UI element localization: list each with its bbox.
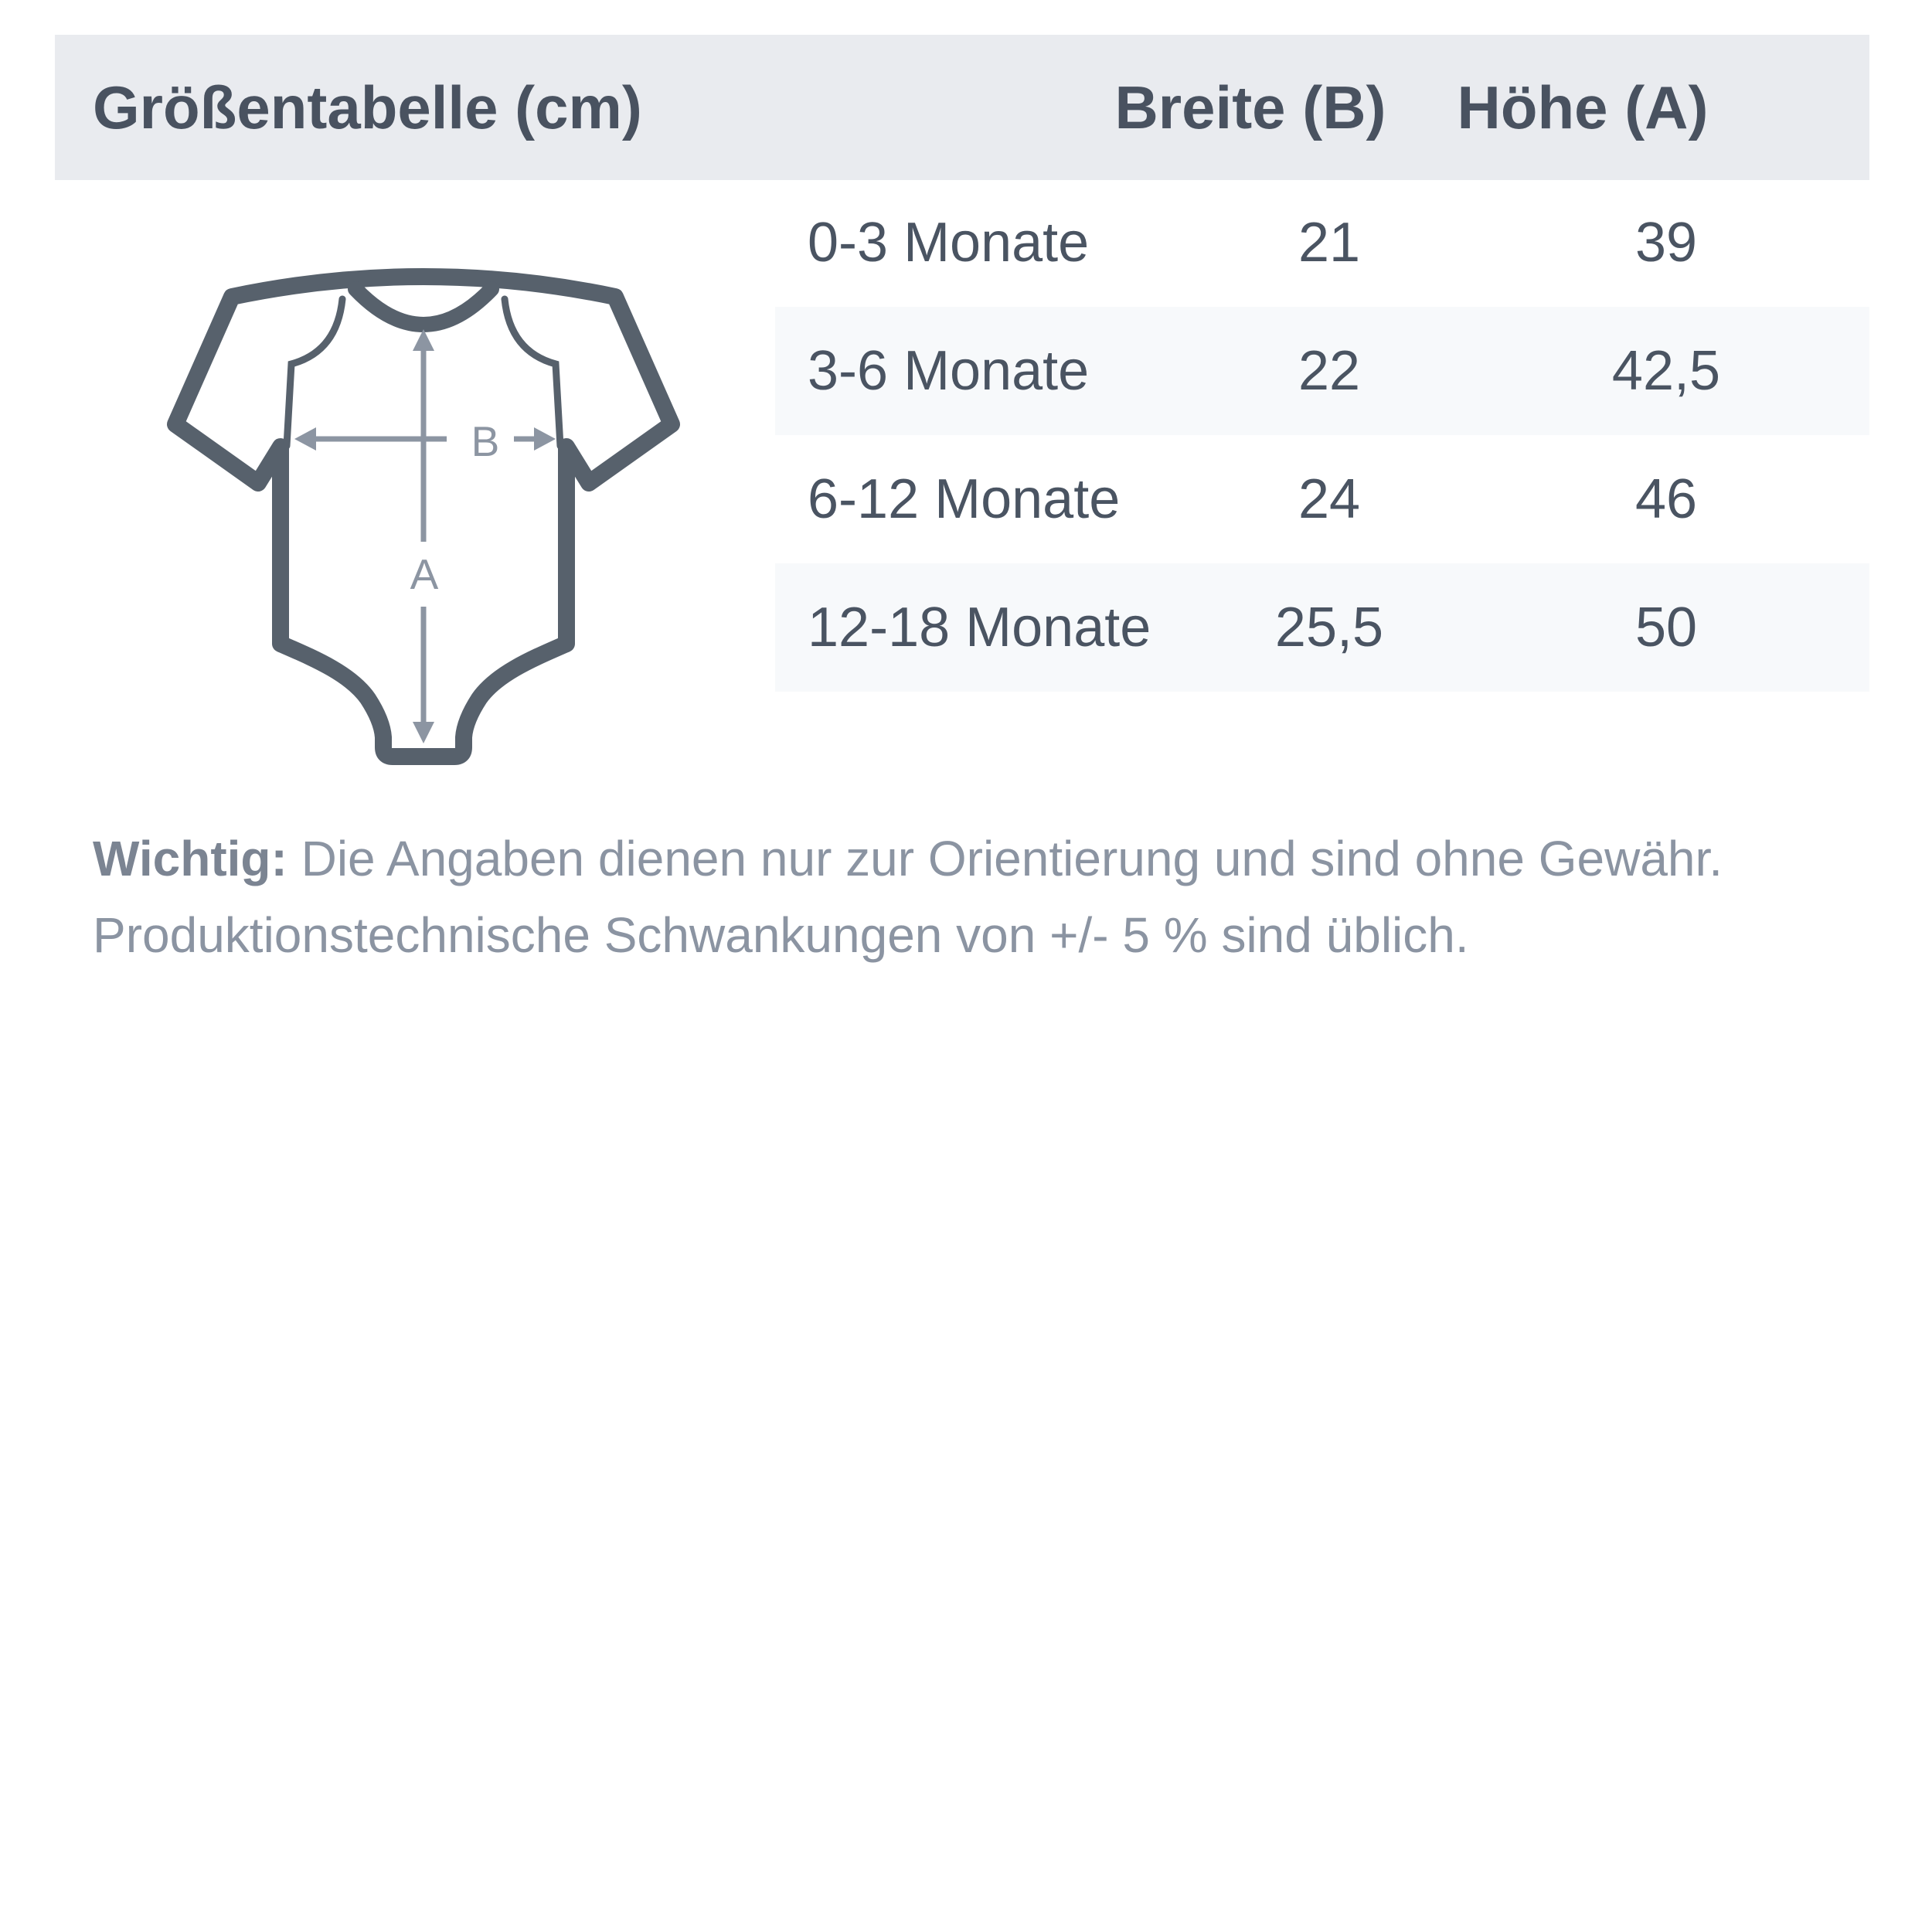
column-header-breite: Breite (B) [1114, 73, 1386, 141]
size-label: 3-6 Monate [808, 340, 1090, 402]
hoehe-value: 39 [1634, 212, 1698, 274]
page-title: Größentabelle (cm) [93, 73, 642, 141]
arrowhead-up [413, 329, 434, 351]
width-dimension-label: B [471, 417, 500, 465]
breite-value: 25,5 [1274, 597, 1384, 658]
right-armhole-seam [505, 299, 560, 446]
collar-band [355, 289, 492, 325]
disclaimer-line-2: Produktionstechnische Schwankungen von +/- 5 % sind üblich. [93, 907, 1469, 963]
left-armhole-seam [287, 299, 342, 446]
breite-value: 21 [1298, 212, 1361, 274]
arrowhead-down [413, 722, 434, 743]
disclaimer-line-1 [93, 821, 1886, 897]
column-header-hoehe: Höhe (A) [1457, 73, 1709, 141]
baby-bodysuit-icon [166, 255, 684, 781]
disclaimer-note [93, 821, 1886, 974]
size-label: 12-18 Monate [808, 597, 1151, 658]
breite-value: 24 [1298, 468, 1361, 530]
size-table [775, 179, 1869, 692]
bodysuit-measurement-diagram [166, 255, 684, 781]
height-dimension-label: A [410, 550, 439, 598]
disclaimer-label: Wichtig: [93, 831, 287, 886]
hoehe-value: 46 [1634, 468, 1698, 530]
table-row [775, 179, 1869, 307]
size-label: 6-12 Monate [808, 468, 1121, 530]
arrowhead-right [534, 427, 556, 451]
table-row [775, 307, 1869, 435]
table-row [775, 435, 1869, 563]
breite-value: 22 [1298, 340, 1361, 402]
table-row [775, 563, 1869, 692]
arrowhead-left [294, 427, 316, 451]
table-header-band [55, 35, 1869, 180]
hoehe-value: 50 [1634, 597, 1698, 658]
hoehe-value: 42,5 [1611, 340, 1721, 402]
disclaimer-text-1: Die Angaben dienen nur zur Orientierung und sind ohne Gewähr. [287, 831, 1723, 886]
size-label: 0-3 Monate [808, 212, 1090, 274]
